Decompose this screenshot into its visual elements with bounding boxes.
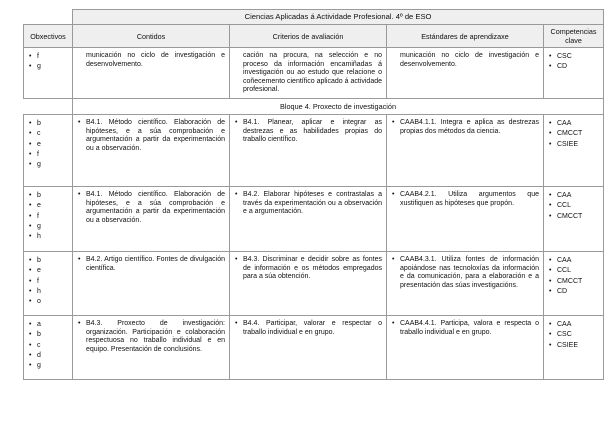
list-item: • CAA bbox=[548, 191, 599, 201]
contents-text: municación no ciclo de investigación e desenvolvemento. bbox=[86, 52, 225, 68]
list-item: • c bbox=[28, 129, 68, 139]
list-item: • CD bbox=[548, 62, 599, 72]
objectives-cell bbox=[24, 251, 73, 315]
list-item: • f bbox=[28, 150, 68, 160]
continuation-objectives-cell bbox=[24, 48, 73, 99]
objectives-list bbox=[28, 256, 68, 307]
criteria-cell bbox=[230, 186, 387, 251]
list-item: • CSIEE bbox=[548, 341, 599, 351]
continuation-row bbox=[24, 48, 604, 99]
contents-text: • B4.1. Método científico. Elaboración de hipóteses, e a súa comprobación e argumentación a partir da experimentación ou a observación. bbox=[77, 119, 225, 153]
list-item: • g bbox=[28, 361, 68, 371]
standards-text: • CAAB4.2.1. Utiliza argumentos que xustifiquen as hipóteses que propón. bbox=[391, 191, 539, 208]
curriculum-table bbox=[23, 9, 604, 380]
list-item: • d bbox=[28, 351, 68, 361]
standards-text: • CAAB4.4.1. Participa, valora e respecta o traballo individual e en grupo. bbox=[391, 320, 539, 337]
contents-cell bbox=[73, 251, 230, 315]
list-item: • CMCCT bbox=[548, 277, 599, 287]
header-competences: Competencias clave bbox=[544, 25, 604, 48]
contents-cell bbox=[73, 114, 230, 186]
list-item: • CMCCT bbox=[548, 129, 599, 139]
section-row bbox=[24, 98, 604, 114]
continuation-competences-cell bbox=[544, 48, 604, 99]
contents-cell bbox=[73, 186, 230, 251]
criteria-text: cación na procura, na selección e no proceso da información encamiñadas á investigación ou ao estudo que relacione o coñecemento científico aplicado á actividade profesional. bbox=[243, 52, 382, 94]
list-item: • c bbox=[28, 341, 68, 351]
competences-list bbox=[548, 119, 599, 150]
header-objectives: Obxectivos bbox=[24, 25, 73, 48]
list-item: • e bbox=[28, 140, 68, 150]
standards-cell bbox=[387, 186, 544, 251]
list-item: • b bbox=[28, 119, 68, 129]
continuation-standards-cell bbox=[387, 48, 544, 99]
list-item: • CD bbox=[548, 287, 599, 297]
list-item: • CCL bbox=[548, 266, 599, 276]
competences-cell bbox=[544, 186, 604, 251]
standards-text: municación no ciclo de investigación e desenvolvemento. bbox=[400, 52, 539, 68]
competences-list bbox=[548, 320, 599, 351]
list-item: • a bbox=[28, 320, 68, 330]
standards-cell bbox=[387, 114, 544, 186]
list-item: • g bbox=[28, 160, 68, 170]
criteria-text: • B4.3. Discriminar e decidir sobre as fontes de información e os métodos empregados para a súa obtención. bbox=[234, 256, 382, 282]
list-item: • f bbox=[28, 277, 68, 287]
list-item: • f bbox=[28, 212, 68, 222]
objectives-list bbox=[28, 320, 68, 371]
objectives-list bbox=[28, 191, 68, 242]
list-item: • CMCCT bbox=[548, 212, 599, 222]
objectives-cell bbox=[24, 186, 73, 251]
title-row bbox=[24, 10, 604, 25]
list-item: • o bbox=[28, 297, 68, 307]
continuation-contents-cell bbox=[73, 48, 230, 99]
objectives-cell bbox=[24, 114, 73, 186]
standards-text: • CAAB4.3.1. Utiliza fontes de información apoiándose nas tecnoloxías da información e da comunicación, para a elaboración e a presentación das súas investigacións. bbox=[391, 256, 539, 290]
header-criteria: Criterios de avaliación bbox=[230, 25, 387, 48]
section-title: Bloque 4. Proxecto de investigación bbox=[73, 98, 604, 114]
standards-cell bbox=[387, 251, 544, 315]
criteria-cell bbox=[230, 251, 387, 315]
criteria-cell bbox=[230, 114, 387, 186]
contents-text: • B4.3. Proxecto de investigación: organización. Participación e colaboración respectuosa no traballo individual e en equipo. Presentación de conclusións. bbox=[77, 320, 225, 354]
list-item: • e bbox=[28, 266, 68, 276]
objectives-list bbox=[28, 119, 68, 170]
competences-cell bbox=[544, 251, 604, 315]
table-row bbox=[24, 251, 604, 315]
criteria-text: • B4.4. Participar, valorar e respectar o traballo individual e en grupo. bbox=[234, 320, 382, 337]
table-row bbox=[24, 186, 604, 251]
list-item: • g bbox=[28, 62, 68, 72]
list-item: • g bbox=[28, 222, 68, 232]
table-row bbox=[24, 114, 604, 186]
criteria-cell bbox=[230, 315, 387, 379]
contents-text: • B4.2. Artigo científico. Fontes de divulgación científica. bbox=[77, 256, 225, 273]
competences-cell bbox=[544, 114, 604, 186]
continuation-criteria-cell bbox=[230, 48, 387, 99]
list-item: • h bbox=[28, 287, 68, 297]
contents-text: • B4.1. Método científico. Elaboración de hipóteses, e a súa comprobación e argumentación a partir da experimentación ou a observación. bbox=[77, 191, 225, 225]
header-contents: Contidos bbox=[73, 25, 230, 48]
table-title: Ciencias Aplicadas á Actividade Profesional. 4º de ESO bbox=[73, 10, 604, 25]
list-item: • CSC bbox=[548, 330, 599, 340]
objectives-list bbox=[28, 52, 68, 73]
list-item: • CAA bbox=[548, 320, 599, 330]
standards-cell bbox=[387, 315, 544, 379]
competences-list bbox=[548, 256, 599, 297]
list-item: • e bbox=[28, 201, 68, 211]
objectives-cell bbox=[24, 315, 73, 379]
list-item: • CAA bbox=[548, 256, 599, 266]
standards-text: • CAAB4.1.1. Integra e aplica as destrezas propias dos métodos da ciencia. bbox=[391, 119, 539, 136]
criteria-text: • B4.1. Planear, aplicar e integrar as destrezas e as habilidades propias do traballo científico. bbox=[234, 119, 382, 145]
list-item: • b bbox=[28, 330, 68, 340]
table-row bbox=[24, 315, 604, 379]
competences-list bbox=[548, 52, 599, 73]
contents-cell bbox=[73, 315, 230, 379]
competences-cell bbox=[544, 315, 604, 379]
list-item: • b bbox=[28, 191, 68, 201]
criteria-text: • B4.2. Elaborar hipóteses e contrastalas a través da experimentación ou a observación e a argumentación. bbox=[234, 191, 382, 217]
list-item: • CAA bbox=[548, 119, 599, 129]
list-item: • CSIEE bbox=[548, 140, 599, 150]
list-item: • CCL bbox=[548, 201, 599, 211]
header-standards: Estándares de aprendizaxe bbox=[387, 25, 544, 48]
header-row bbox=[24, 25, 604, 48]
title-spacer bbox=[24, 10, 73, 25]
competences-list bbox=[548, 191, 599, 222]
list-item: • CSC bbox=[548, 52, 599, 62]
list-item: • b bbox=[28, 256, 68, 266]
section-spacer bbox=[24, 98, 73, 114]
list-item: • h bbox=[28, 232, 68, 242]
list-item: • f bbox=[28, 52, 68, 62]
